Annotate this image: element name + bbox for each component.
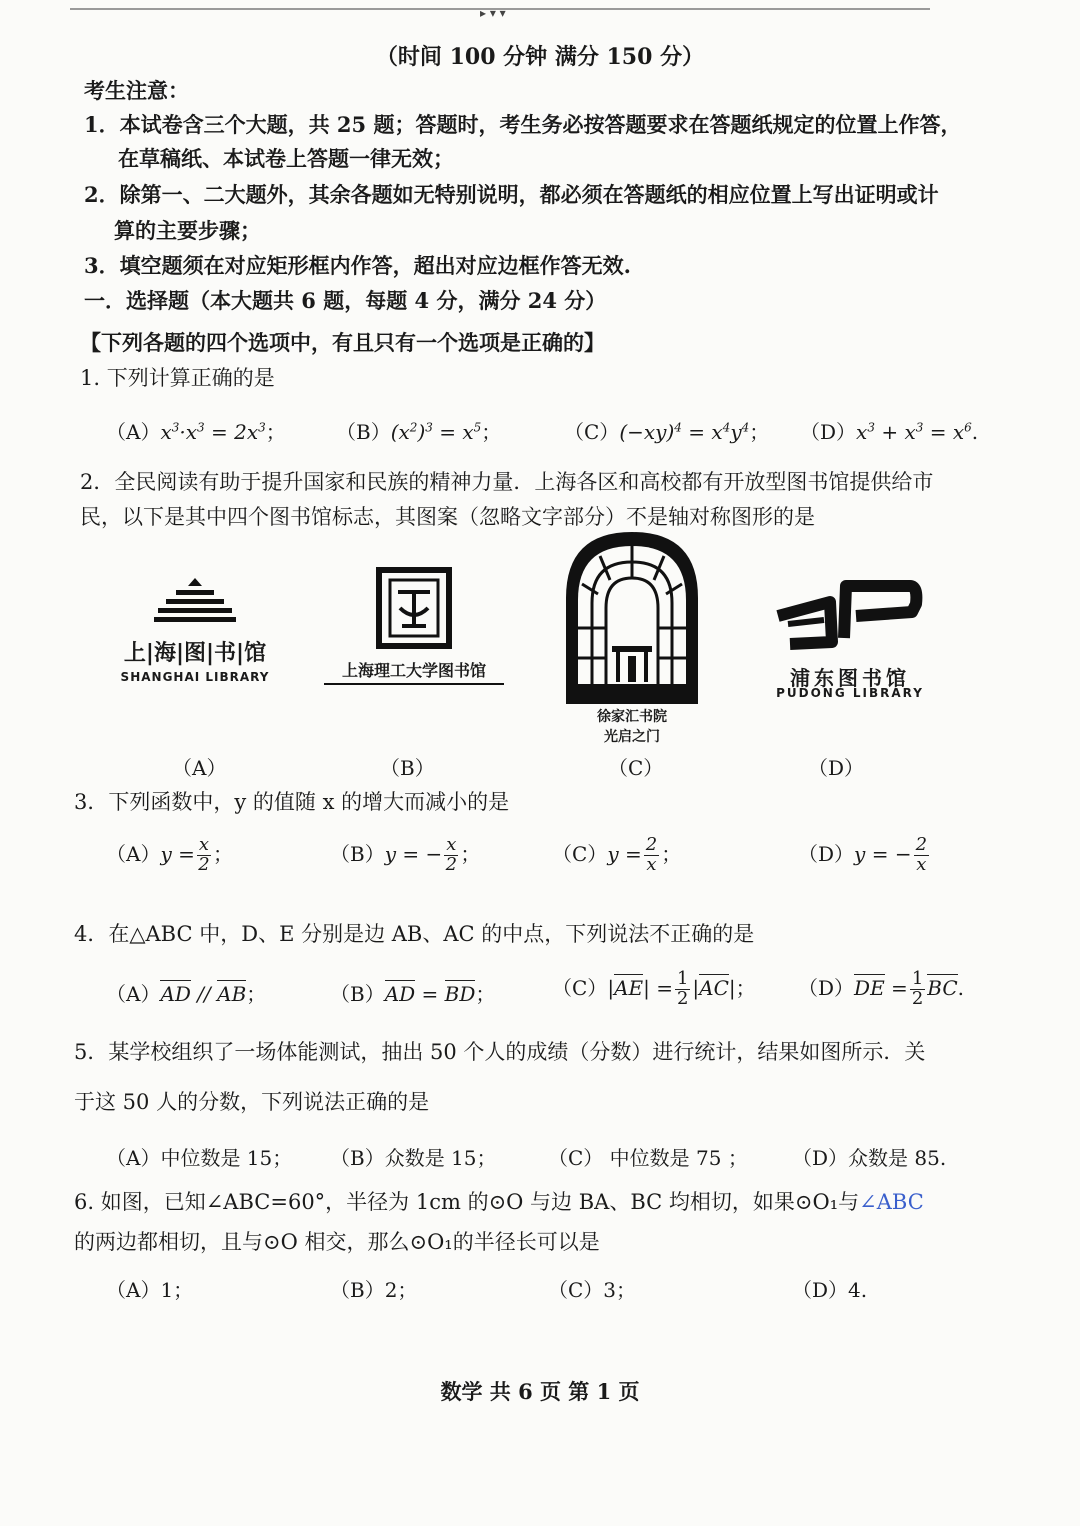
q3-option-a: （A）y = $\frac{x}{2}$ ；: [106, 834, 234, 875]
logo-xujiahui-library: [562, 528, 702, 748]
section1-instruction: 【下列各题的四个选项中，有且只有一个选项是正确的】: [80, 330, 605, 355]
q2-caption-d: （D）: [808, 756, 865, 780]
q6-option-d: （D）4.: [792, 1278, 868, 1302]
q2-stem-line2: 民，以下是其中四个图书馆标志，其图案（忽略文字部分）不是轴对称图形的是: [80, 505, 815, 529]
section1-heading: 一．选择题（本大题共 6 题，每题 4 分，满分 24 分）: [84, 288, 607, 313]
logo-shanghai-library: [110, 574, 280, 694]
q6-stem-line1: 6. 如图，已知∠ABC=60°，半径为 1cm 的⊙O 与边 BA、BC 均相切，如果⊙O₁与∠ABC: [74, 1190, 924, 1214]
q1-stem: 1. 下列计算正确的是: [80, 366, 275, 390]
q2-stem-line1: 2．全民阅读有助于提升国家和民族的精神力量．上海各区和高校都有开放型图书馆提供给市: [80, 470, 934, 494]
q5-option-d: （D）众数是 85.: [792, 1146, 947, 1170]
q6-option-c: （C）3；: [548, 1278, 637, 1302]
shanghai-library-pagoda-icon: [110, 574, 280, 634]
q4-stem: 4．在△ABC 中，D、E 分别是边 AB、AC 的中点，下列说法不正确的是: [74, 922, 755, 946]
q4-option-c: （C）|AE| = $\frac{1}{2}$ |AC|；: [552, 968, 756, 1009]
q2-caption-a: （A）: [172, 756, 227, 780]
q3-option-c: （C）y = $\frac{2}{x}$ ；: [552, 834, 682, 875]
q2-caption-b: （B）: [380, 756, 435, 780]
notice-item-1: 1．本试卷含三个大题，共 25 题；答题时，考生务必按答题要求在答题纸规定的位置上作答，: [84, 112, 962, 137]
q6-option-b: （B）2；: [330, 1278, 418, 1302]
xujiahui-arch-icon: [562, 528, 702, 708]
usst-library-seal-icon: [324, 566, 504, 650]
q4-option-b: （B）AD = BD；: [330, 982, 496, 1006]
usst-library-cn: 上海理工大学图书馆: [324, 658, 504, 685]
q5-stem-line1: 5．某学校组织了一场体能测试，抽出 50 个人的成绩（分数）进行统计，结果如图所示．关: [74, 1040, 926, 1064]
q5-option-a: （A）中位数是 15；: [106, 1146, 293, 1170]
q6-option-a: （A）1；: [106, 1278, 194, 1302]
q4-option-a: （A）AD // AB；: [106, 982, 267, 1006]
q1-option-a: $(A)x^3\cdot x^3 = 2x^3$；: [106, 420, 286, 444]
q4-option-d: （D）DE = $\frac{1}{2}$ BC.: [798, 968, 964, 1009]
q6-handwritten-angle: ∠ABC: [859, 1190, 924, 1214]
q1-option-d: $(D)x^3 + x^3 = x^6$.: [800, 420, 979, 444]
xujiahui-cn-2: 光启之门: [604, 729, 660, 745]
q5-option-b: （B）众数是 15；: [330, 1146, 497, 1170]
q3-option-b: （B）y = − $\frac{x}{2}$ ；: [330, 834, 481, 875]
q3-option-d: （D）y = − $\frac{2}{x}$: [798, 834, 928, 875]
q5-stem-line2: 于这 50 人的分数，下列说法正确的是: [74, 1090, 430, 1114]
q3-stem: 3．下列函数中，y 的值随 x 的增大而减小的是: [74, 790, 510, 814]
pudong-library-cn: 浦东图书馆: [790, 666, 910, 690]
logo-usst-library: [324, 566, 504, 688]
page-mark: ▸ ▾ ▾: [480, 6, 506, 20]
notice-item-2: 2．除第一、二大题外，其余各题如无特别说明，都必须在答题纸的相应位置上写出证明或计: [84, 182, 939, 207]
pudong-library-en: PUDONG LIBRARY: [776, 686, 924, 700]
pudong-library-mark-icon: [760, 576, 940, 652]
q6-stem-line2: 的两边都相切，且与⊙O 相交，那么⊙O₁的半径长可以是: [74, 1230, 600, 1254]
q1-option-c: $(C)(-xy)^4 = x^4y^4$；: [564, 420, 770, 444]
notice-item-1-cont: 在草稿纸、本试卷上答题一律无效；: [118, 146, 454, 171]
shanghai-library-cn: 上|海|图|书|馆: [123, 641, 267, 666]
q1-option-b: $(B)(x^2)^3 = x^5$；: [336, 420, 502, 444]
notice-item-3: 3．填空题须在对应矩形框内作答，超出对应边框作答无效.: [84, 253, 631, 278]
page-footer: 数学 共 6 页 第 1 页: [440, 1379, 640, 1404]
q2-caption-c: （C）: [608, 756, 664, 780]
shanghai-library-en: SHANGHAI LIBRARY: [120, 670, 270, 684]
q5-option-c: （C） 中位数是 75 ；: [548, 1146, 748, 1170]
exam-time-title: （时间 100 分钟 满分 150 分）: [375, 44, 705, 70]
xujiahui-cn-1: 徐家汇书院: [597, 709, 667, 725]
logo-pudong-library: [760, 576, 940, 706]
notice-heading: 考生注意：: [84, 78, 189, 103]
notice-item-2-cont: 算的主要步骤；: [114, 218, 261, 243]
